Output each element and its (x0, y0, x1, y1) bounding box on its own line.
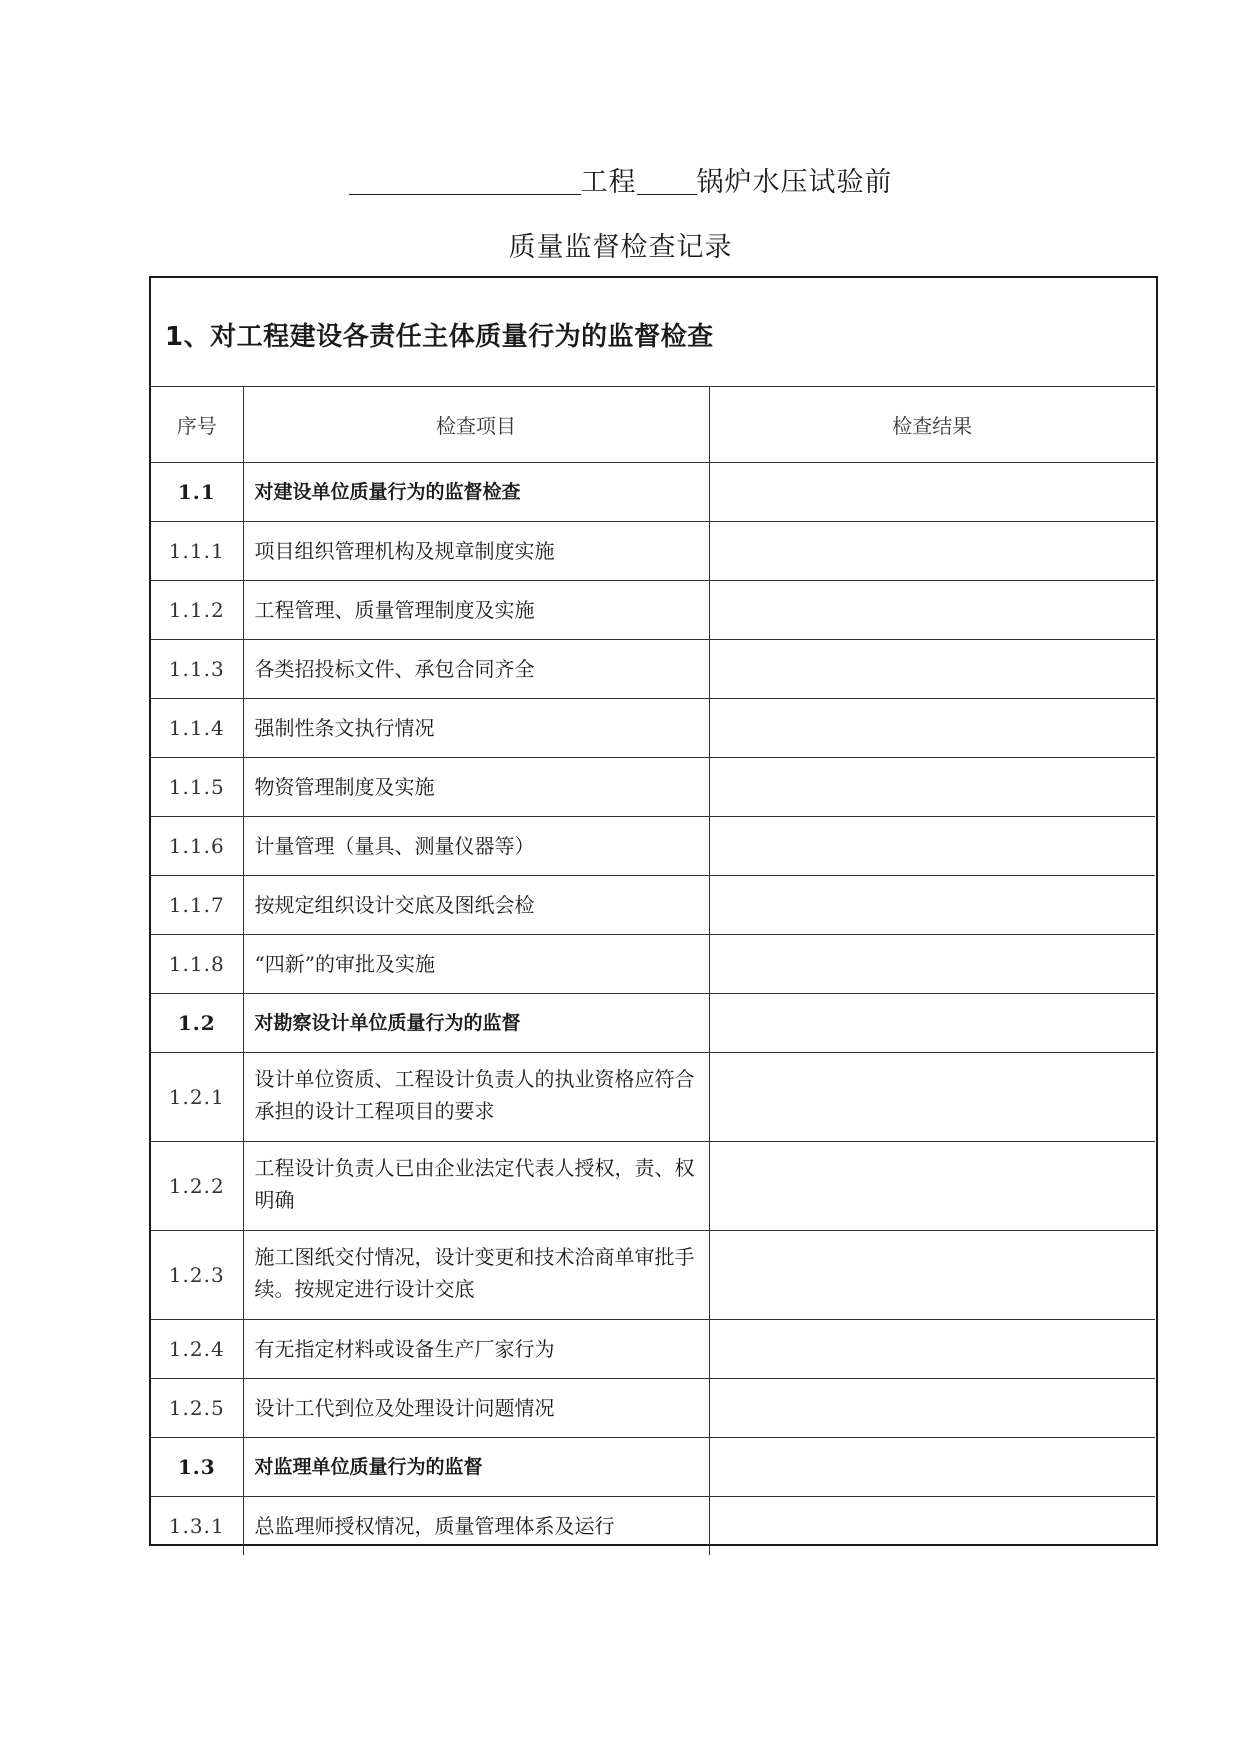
check-item: 各类招投标文件、承包合同齐全 (243, 640, 709, 699)
project-name-blank[interactable] (349, 168, 581, 195)
table-row (151, 1320, 1155, 1379)
check-item: 项目组织管理机构及规章制度实施 (243, 522, 709, 581)
table-row (151, 640, 1155, 699)
row-number: 1.1.8 (151, 935, 243, 994)
check-result-cell[interactable] (709, 699, 1155, 758)
check-item: 物资管理制度及实施 (243, 758, 709, 817)
check-result-cell[interactable] (709, 581, 1155, 640)
check-result-cell[interactable] (709, 1497, 1155, 1555)
check-item: 设计工代到位及处理设计问题情况 (243, 1379, 709, 1438)
row-number: 1.1.2 (151, 581, 243, 640)
table-row (151, 1053, 1155, 1142)
table-row (151, 1231, 1155, 1320)
row-number: 1.1.1 (151, 522, 243, 581)
check-result-cell[interactable] (709, 1379, 1155, 1438)
row-number: 1.1.3 (151, 640, 243, 699)
check-item: 工程管理、质量管理制度及实施 (243, 581, 709, 640)
check-result-cell[interactable] (709, 935, 1155, 994)
document-subtitle: 质量监督检查记录 (508, 232, 733, 263)
document-title (0, 160, 1241, 199)
table-row (151, 699, 1155, 758)
check-item: 施工图纸交付情况，设计变更和技术洽商单审批手续。按规定进行设计交底 (243, 1231, 709, 1320)
column-header-result: 检查结果 (709, 387, 1155, 463)
check-item: 设计单位资质、工程设计负责人的执业资格应符合承担的设计工程项目的要求 (243, 1053, 709, 1142)
check-result-cell[interactable] (709, 758, 1155, 817)
check-item: 工程设计负责人已由企业法定代表人授权，责、权明确 (243, 1142, 709, 1231)
check-result-cell[interactable] (709, 817, 1155, 876)
section-heading: 1、对工程建设各责任主体质量行为的监督检查 (165, 322, 714, 352)
row-number: 1.1 (151, 463, 243, 522)
table-row (151, 817, 1155, 876)
check-item: 总监理师授权情况，质量管理体系及运行 (243, 1497, 709, 1555)
check-result-cell[interactable] (709, 1320, 1155, 1379)
check-item: “四新”的审批及实施 (243, 935, 709, 994)
check-item: 计量管理（量具、测量仪器等） (243, 817, 709, 876)
table-row (151, 1497, 1155, 1555)
row-number: 1.1.6 (151, 817, 243, 876)
row-number: 1.3 (151, 1438, 243, 1497)
row-number: 1.2.3 (151, 1231, 243, 1320)
check-item: 有无指定材料或设备生产厂家行为 (243, 1320, 709, 1379)
title-part2: 锅炉水压试验前 (696, 167, 893, 198)
section-row (151, 463, 1155, 522)
table-row (151, 522, 1155, 581)
check-item: 对勘察设计单位质量行为的监督 (243, 994, 709, 1053)
row-number: 1.2.5 (151, 1379, 243, 1438)
column-header-no: 序号 (151, 387, 243, 463)
inspection-form (149, 276, 1158, 1546)
table-row (151, 1142, 1155, 1231)
title-part1: 工程 (580, 167, 637, 198)
check-result-cell[interactable] (709, 1053, 1155, 1142)
table-header-row (151, 387, 1155, 463)
check-result-cell[interactable] (709, 522, 1155, 581)
check-result-cell[interactable] (709, 1142, 1155, 1231)
table-row (151, 1379, 1155, 1438)
row-number: 1.1.5 (151, 758, 243, 817)
table-row (151, 581, 1155, 640)
row-number: 1.1.7 (151, 876, 243, 935)
table-row (151, 876, 1155, 935)
inspection-table (151, 386, 1155, 1555)
check-item: 对建设单位质量行为的监督检查 (243, 463, 709, 522)
check-item: 强制性条文执行情况 (243, 699, 709, 758)
check-result-cell[interactable] (709, 1231, 1155, 1320)
row-number: 1.3.1 (151, 1497, 243, 1555)
check-result-cell[interactable] (709, 1438, 1155, 1497)
table-row (151, 935, 1155, 994)
row-number: 1.2.4 (151, 1320, 243, 1379)
row-number: 1.1.4 (151, 699, 243, 758)
unit-number-blank[interactable] (637, 168, 697, 195)
check-result-cell[interactable] (709, 994, 1155, 1053)
column-header-item: 检查项目 (243, 387, 709, 463)
row-number: 1.2.1 (151, 1053, 243, 1142)
check-item: 对监理单位质量行为的监督 (243, 1438, 709, 1497)
row-number: 1.2.2 (151, 1142, 243, 1231)
check-item: 按规定组织设计交底及图纸会检 (243, 876, 709, 935)
section-row (151, 1438, 1155, 1497)
check-result-cell[interactable] (709, 640, 1155, 699)
section-row (151, 994, 1155, 1053)
table-row (151, 758, 1155, 817)
check-result-cell[interactable] (709, 876, 1155, 935)
row-number: 1.2 (151, 994, 243, 1053)
check-result-cell[interactable] (709, 463, 1155, 522)
